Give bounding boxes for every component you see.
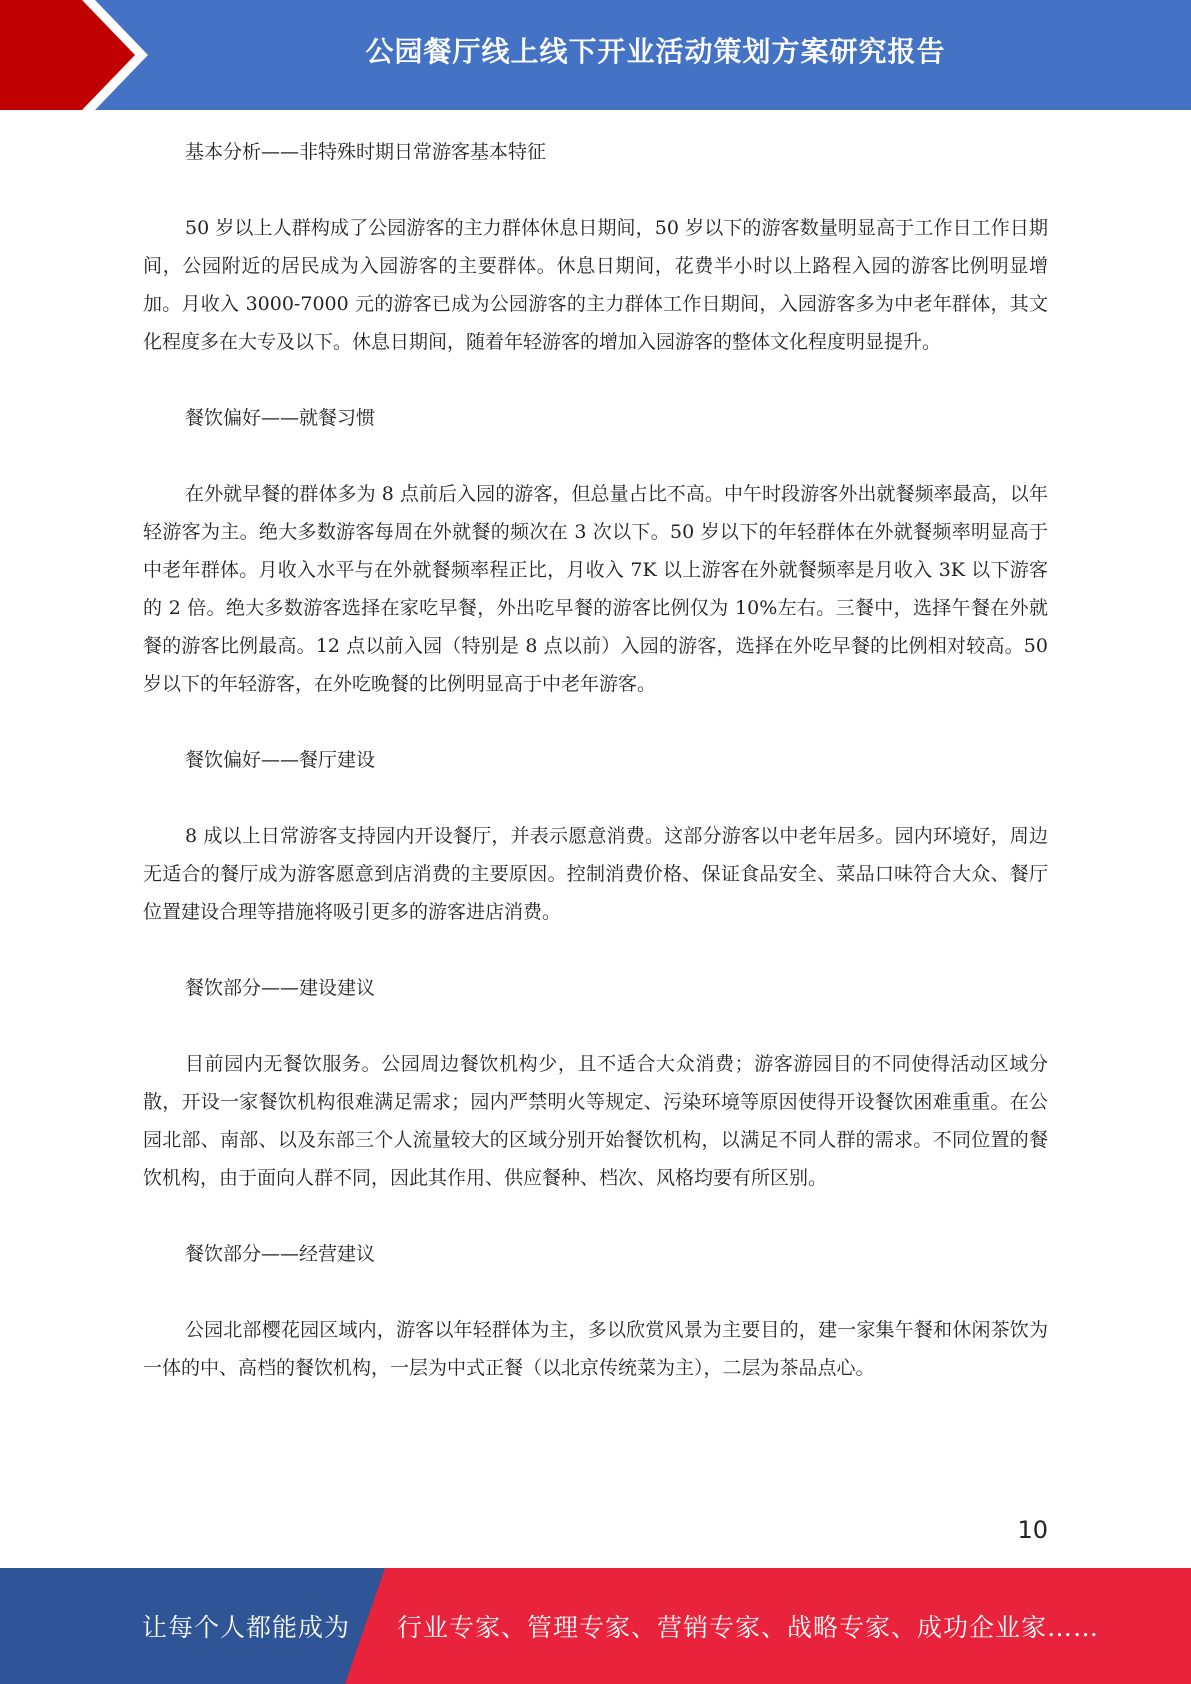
section-heading: 餐饮偏好——就餐习惯 xyxy=(185,407,376,429)
section-paragraph: 8 成以上日常游客支持园内开设餐厅，并表示愿意消费。这部分游客以中老年居多。园内环境好，周边无适合的餐厅成为游客愿意到店消费的主要原因。控制消费价格、保证食品安全、菜品口味符合大众、餐厅位置建设合理等措施将吸引更多的游客进店消费。 xyxy=(143,825,1048,923)
section-paragraph: 目前园内无餐饮服务。公园周边餐饮机构少，且不适合大众消费；游客游园目的不同使得活动区域分散，开设一家餐饮机构很难满足需求；园内严禁明火等规定、污染环境等原因使得开设餐饮困难重重。在公园北部、南部、以及东部三个人流量较大的区域分别开始餐饮机构，以满足不同人群的需求。不同位置的餐饮机构，由于面向人群不同，因此其作用、供应餐种、档次、风格均要有所区别。 xyxy=(143,1053,1048,1189)
page-footer xyxy=(0,1568,1191,1684)
section-paragraph: 在外就早餐的群体多为 8 点前后入园的游客，但总量占比不高。中午时段游客外出就餐频率最高，以年轻游客为主。绝大多数游客每周在外就餐的频次在 3 次以下。50 岁以下的年轻群体在外就餐频率明显高于中老年群体。月收入水平与在外就餐频率程正比，月收入 7K 以上游客在外就餐频率是月收入 3K 以下游客的 2 倍。绝大多数游客选择在家吃早餐，外出吃早餐的游客比例仅为 10%左右。三餐中，选择午餐在外就餐的游客比例最高。12 点以前入园（特别是 8 点以前）入园的游客，选择在外吃早餐的比例相对较高。50 岁以下的年轻游客，在外吃晚餐的比例明显高于中老年游客。 xyxy=(143,483,1048,695)
section-heading: 基本分析——非特殊时期日常游客基本特征 xyxy=(185,141,547,163)
page-number: 10 xyxy=(1017,1516,1048,1544)
section-heading: 餐饮偏好——餐厅建设 xyxy=(185,749,376,771)
section-heading: 餐饮部分——经营建议 xyxy=(185,1243,376,1265)
footer-slogan-left: 让每个人都能成为 xyxy=(142,1613,351,1642)
footer-slogan-right: 行业专家、管理专家、营销专家、战略专家、成功企业家…… xyxy=(397,1613,1100,1642)
section-heading: 餐饮部分——建设建议 xyxy=(185,977,376,999)
document-body xyxy=(143,133,1048,1387)
section-paragraph: 公园北部樱花园区域内，游客以年轻群体为主，多以欣赏风景为主要目的，建一家集午餐和休闲茶饮为一体的中、高档的餐饮机构，一层为中式正餐（以北京传统菜为主），二层为茶品点心。 xyxy=(143,1319,1048,1379)
section-paragraph: 50 岁以上人群构成了公园游客的主力群体休息日期间，50 岁以下的游客数量明显高于工作日工作日期间，公园附近的居民成为入园游客的主要群体。休息日期间，花费半小时以上路程入园的游客比例明显增加。月收入 3000-7000 元的游客已成为公园游客的主力群体工作日期间，入园游客多为中老年群体，其文化程度多在大专及以下。休息日期间，随着年轻游客的增加入园游客的整体文化程度明显提升。 xyxy=(143,217,1048,353)
page-header xyxy=(0,0,1191,110)
document-title: 公园餐厅线上线下开业活动策划方案研究报告 xyxy=(365,35,946,68)
